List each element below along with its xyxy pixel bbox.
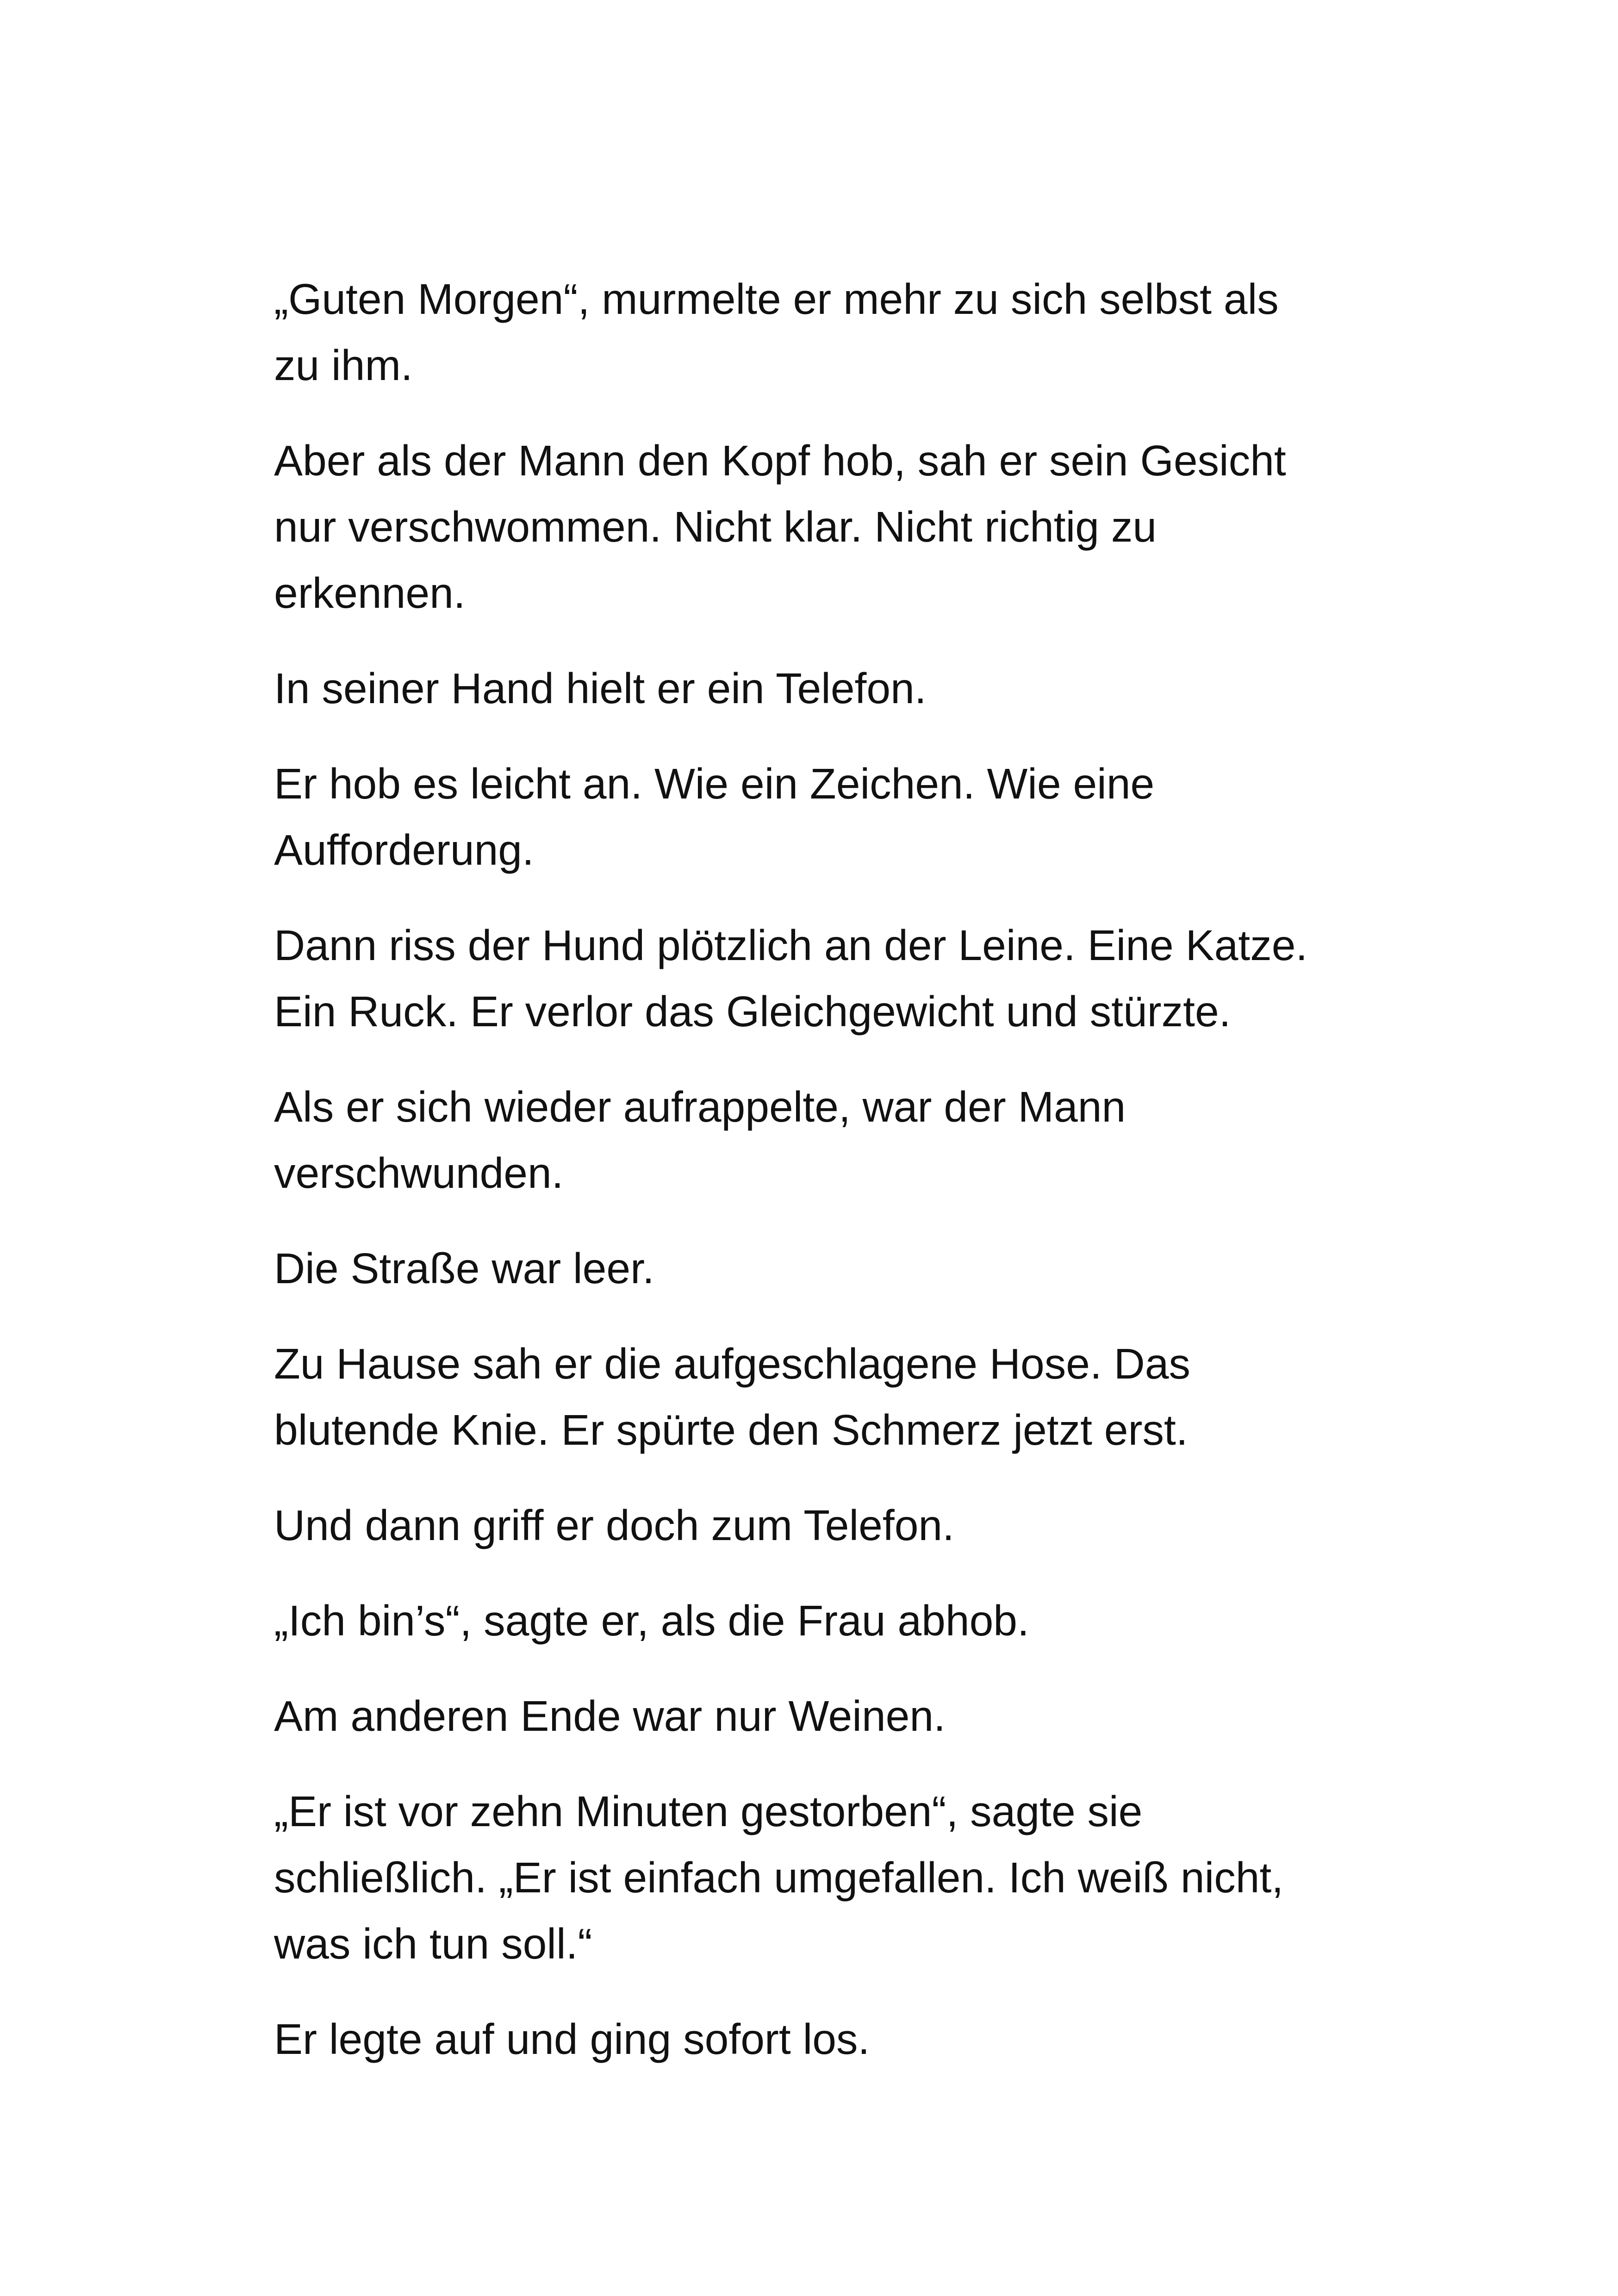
paragraph-1: „Guten Morgen“, murmelte er mehr zu sich selbst als zu ihm.	[274, 275, 1279, 389]
paragraph-6: Als er sich wieder aufrappelte, war der Mann verschwunden.	[274, 1083, 1126, 1197]
paragraph-13: Er legte auf und ging sofort los.	[274, 2015, 870, 2063]
paragraph-11: Am anderen Ende war nur Weinen.	[274, 1692, 946, 1740]
paragraph-9: Und dann griff er doch zum Telefon.	[274, 1501, 954, 1549]
paragraph-7: Die Straße war leer.	[274, 1244, 654, 1292]
paragraph-10: „Ich bin’s“, sagte er, als die Frau abhob.	[274, 1597, 1029, 1645]
paragraph-5: Dann riss der Hund plötzlich an der Leine. Eine Katze. Ein Ruck. Er verlor das Gleichgewicht und stürzte.	[274, 921, 1308, 1036]
paragraph-2: Aber als der Mann den Kopf hob, sah er sein Gesicht nur verschwommen. Nicht klar. Nicht richtig zu erkennen.	[274, 437, 1286, 617]
paragraph-8: Zu Hause sah er die aufgeschlagene Hose. Das blutende Knie. Er spürte den Schmerz jetzt erst.	[274, 1340, 1191, 1454]
paragraph-3: In seiner Hand hielt er ein Telefon.	[274, 664, 927, 712]
paragraph-12: „Er ist vor zehn Minuten gestorben“, sagte sie schließlich. „Er ist einfach umgefallen. Ich weiß nicht, was ich tun soll.“	[274, 1787, 1284, 1968]
story-text	[274, 266, 1375, 2102]
paragraph-4: Er hob es leicht an. Wie ein Zeichen. Wie eine Aufforderung.	[274, 760, 1155, 874]
